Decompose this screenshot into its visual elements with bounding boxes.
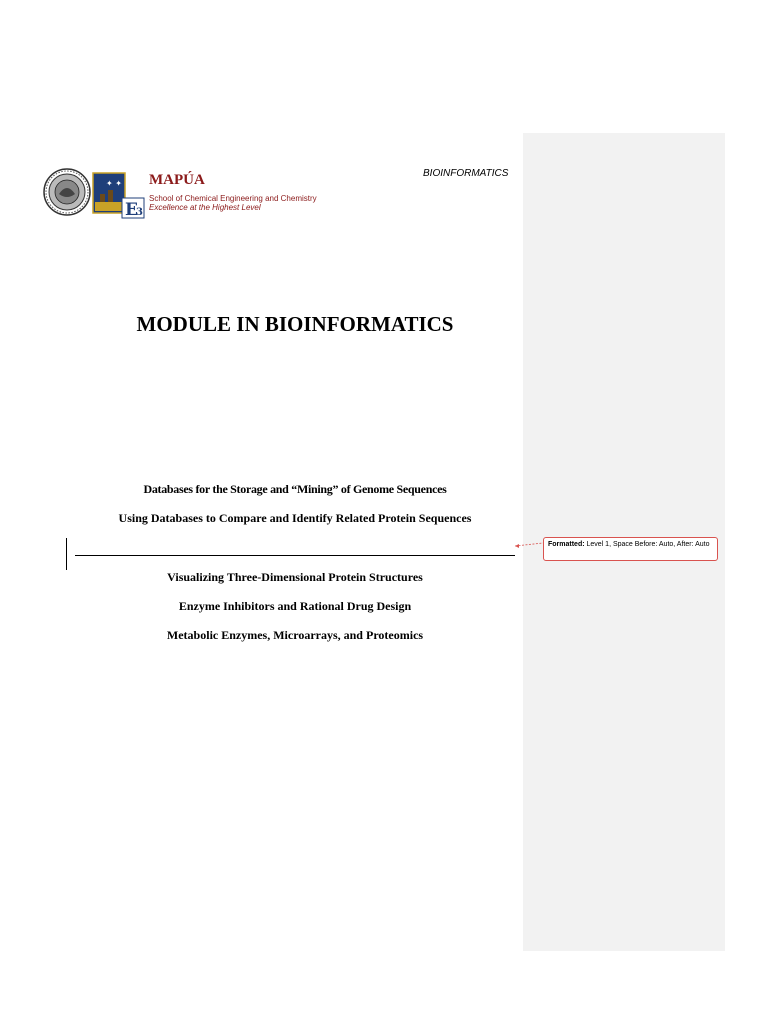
topic-heading: Enzyme Inhibitors and Rational Drug Design (178, 599, 412, 613)
topic-heading: Visualizing Three-Dimensional Protein Structures (167, 570, 423, 584)
document-title: MODULE IN BIOINFORMATICS (136, 312, 454, 336)
topic-heading: Databases for the Storage and “Mining” of Genome Sequences (143, 482, 447, 496)
comment-text: Level 1, Space Before: Auto, After: Auto (584, 541, 710, 548)
university-seal-icon (43, 168, 91, 216)
horizontal-rule (75, 555, 515, 556)
svg-text:E: E (125, 200, 138, 220)
comment-label: Formatted: (548, 541, 585, 548)
topic-heading: Using Databases to Compare and Identify Related Protein Sequences (118, 511, 472, 525)
school-tagline: Excellence at the Highest Level (149, 203, 261, 212)
change-bar (66, 538, 67, 570)
format-comment-balloon[interactable] (543, 537, 718, 561)
school-shield-icon (92, 172, 146, 220)
brand-name: MAPÚA (149, 172, 205, 188)
svg-text:3: 3 (136, 207, 143, 218)
school-name: School of Chemical Engineering and Chemistry (149, 194, 317, 203)
header-label: BIOINFORMATICS (423, 168, 509, 179)
topic-heading: Metabolic Enzymes, Microarrays, and Proteomics (166, 628, 424, 642)
svg-text:✦ ✦: ✦ ✦ (106, 179, 122, 188)
